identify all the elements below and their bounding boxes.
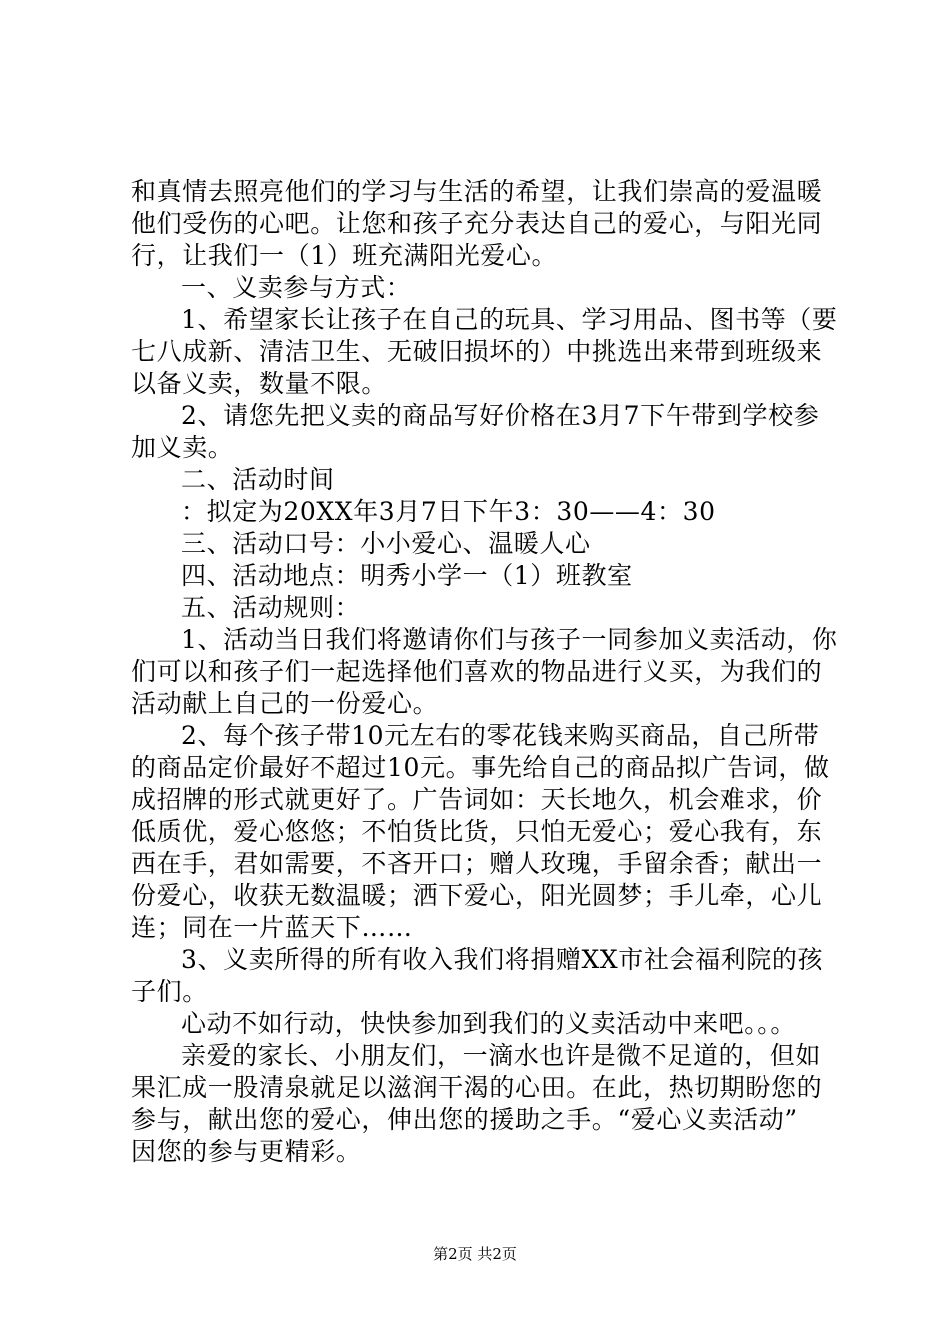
text-line: 果汇成一股清泉就足以滋润干渴的心田。在此，热切期盼您的	[131, 1073, 823, 1102]
text-line: 子们。	[131, 977, 208, 1006]
text-line: 活动献上自己的一份爱心。	[131, 689, 439, 718]
text-line: 2、每个孩子带10元左右的零花钱来购买商品，自己所带	[181, 721, 820, 750]
text-line: 参与，献出您的爱心，伸出您的援助之手。“爱心义卖活动”	[131, 1105, 798, 1134]
section-heading: 二、活动时间	[181, 465, 335, 494]
text-line: 加义卖。	[131, 433, 234, 462]
text-line: 亲爱的家长、小朋友们，一滴水也许是微不足道的，但如	[181, 1041, 822, 1070]
text-line: 3、义卖所得的所有收入我们将捐赠XX市社会福利院的孩	[181, 945, 824, 974]
text-line: 因您的参与更精彩。	[131, 1137, 362, 1166]
text-line: 份爱心，收获无数温暖；洒下爱心，阳光圆梦；手儿牵，心儿	[131, 881, 823, 910]
text-line: 们可以和孩子们一起选择他们喜欢的物品进行义买，为我们的	[131, 657, 823, 686]
section-heading: 三、活动口号：小小爱心、温暖人心	[181, 529, 591, 558]
text-line: 他们受伤的心吧。让您和孩子充分表达自己的爱心，与阳光同	[131, 209, 823, 238]
text-line: 成招牌的形式就更好了。广告词如：天长地久，机会难求，价	[131, 785, 823, 814]
text-line: 西在手，君如需要，不吝开口；赠人玫瑰，手留余香；献出一	[131, 849, 823, 878]
section-heading: 五、活动规则：	[181, 593, 361, 622]
text-line: 1、活动当日我们将邀请你们与孩子一同参加义卖活动，你	[181, 625, 838, 654]
text-line: 七八成新、清洁卫生、无破旧损坏的）中挑选出来带到班级来	[131, 337, 823, 366]
page-footer	[0, 1244, 950, 1264]
text-line: 和真情去照亮他们的学习与生活的希望，让我们崇高的爱温暖	[131, 177, 823, 206]
text-line: 以备义卖，数量不限。	[131, 369, 388, 398]
text-line: 心动不如行动，快快参加到我们的义卖活动中来吧。。。	[181, 1009, 797, 1038]
section-heading: 四、活动地点：明秀小学一（1）班教室	[181, 561, 633, 590]
text-line: 行，让我们一（1）班充满阳光爱心。	[131, 241, 558, 270]
text-line: 1、希望家长让孩子在自己的玩具、学习用品、图书等（要	[181, 305, 838, 334]
text-line: 2、请您先把义卖的商品写好价格在3月7下午带到学校参	[181, 401, 820, 430]
document-body	[131, 176, 838, 1168]
text-line: 连；同在一片蓝天下……	[131, 913, 413, 942]
section-heading: 一、义卖参与方式：	[181, 273, 412, 302]
text-line: 低质优，爱心悠悠；不怕货比货，只怕无爱心；爱心我有，东	[131, 817, 823, 846]
text-line: ：拟定为20XX年3月7日下午3：30——4：30	[181, 497, 716, 526]
text-line: 的商品定价最好不超过10元。事先给自己的商品拟广告词，做	[131, 753, 830, 782]
page-number: 第2页 共2页	[433, 1245, 517, 1263]
